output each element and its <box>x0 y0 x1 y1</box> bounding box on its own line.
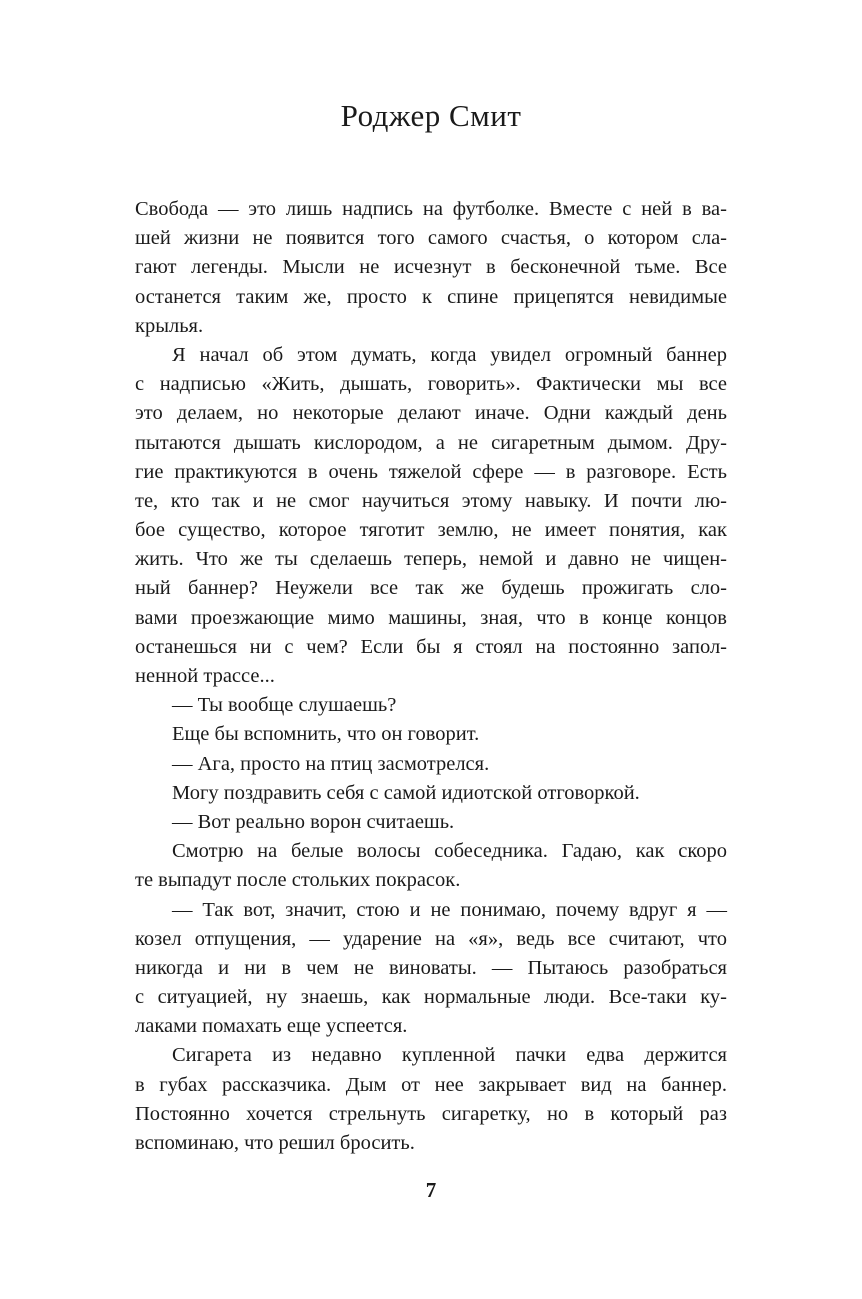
text-line: пытаются дышать кислородом, а не сигаретным дымом. Дру- <box>135 431 727 454</box>
text-line: Я начал об этом думать, когда увидел огромный баннер <box>172 343 727 366</box>
text-line: шей жизни не появится того самого счастья, о котором сла- <box>135 227 727 250</box>
text-line: гие практикуются в очень тяжелой сфере — в разговоре. Есть <box>135 460 727 483</box>
text-line: — Ты вообще слушаешь? <box>172 694 397 717</box>
page-number: 7 <box>425 1178 437 1202</box>
text-line: Сигарета из недавно купленной пачки едва держится <box>172 1044 727 1067</box>
page-title: Роджер Смит <box>340 98 522 133</box>
text-line: гают легенды. Мысли не исчезнут в бесконечной тьме. Все <box>135 256 727 279</box>
text-line: Еще бы вспомнить, что он говорит. <box>172 723 480 746</box>
text-line: жить. Что же ты сделаешь теперь, немой и давно не чищен- <box>135 548 727 571</box>
text-line: те, кто так и не смог научиться этому навыку. И почти лю- <box>135 489 727 512</box>
text-line: это делаем, но некоторые делают иначе. Одни каждый день <box>135 402 727 425</box>
text-line: ный баннер? Неужели все так же будешь прожигать сло- <box>135 577 727 600</box>
text-line: в губах рассказчика. Дым от нее закрывает вид на баннер. <box>135 1073 727 1096</box>
text-line: козел отпущения, — ударение на «я», ведь все считают, что <box>135 927 727 950</box>
text-line: бое существо, которое тяготит землю, не имеет понятия, как <box>135 519 727 542</box>
text-line: останется таким же, просто к спине прицепятся невидимые <box>135 285 727 308</box>
text-line: ненной трассе... <box>135 665 275 687</box>
text-line: с ситуацией, ну знаешь, как нормальные люди. Все-таки ку- <box>135 986 727 1009</box>
text-line: останешься ни с чем? Если бы я стоял на постоянно запол- <box>135 635 727 658</box>
text-line: никогда и ни в чем не виноваты. — Пытаюсь разобраться <box>135 956 727 979</box>
text-line: Свобода — это лишь надпись на футболке. Вместе с ней в ва- <box>135 198 727 220</box>
text-line: те выпадут после стольких покрасок. <box>135 869 461 892</box>
body-text <box>135 195 727 1158</box>
text-line: Смотрю на белые волосы собеседника. Гадаю, как скоро <box>172 840 727 863</box>
text-line: с надписью «Жить, дышать, говорить». Фактически мы все <box>135 373 727 396</box>
text-line: — Так вот, значит, стою и не понимаю, почему вдруг я — <box>172 898 727 921</box>
text-line: — Вот реально ворон считаешь. <box>172 810 455 833</box>
text-line: крылья. <box>135 314 204 337</box>
text-line: Могу поздравить себя с самой идиотской отговоркой. <box>172 781 640 804</box>
text-line: Постоянно хочется стрельнуть сигаретку, но в который раз <box>135 1102 727 1125</box>
text-line: лаками помахать еще успеется. <box>135 1015 408 1038</box>
text-line: вспоминаю, что решил бросить. <box>135 1132 415 1154</box>
text-line: вами проезжающие мимо машины, зная, что в конце концов <box>135 606 727 629</box>
text-line: — Ага, просто на птиц засмотрелся. <box>172 752 490 775</box>
